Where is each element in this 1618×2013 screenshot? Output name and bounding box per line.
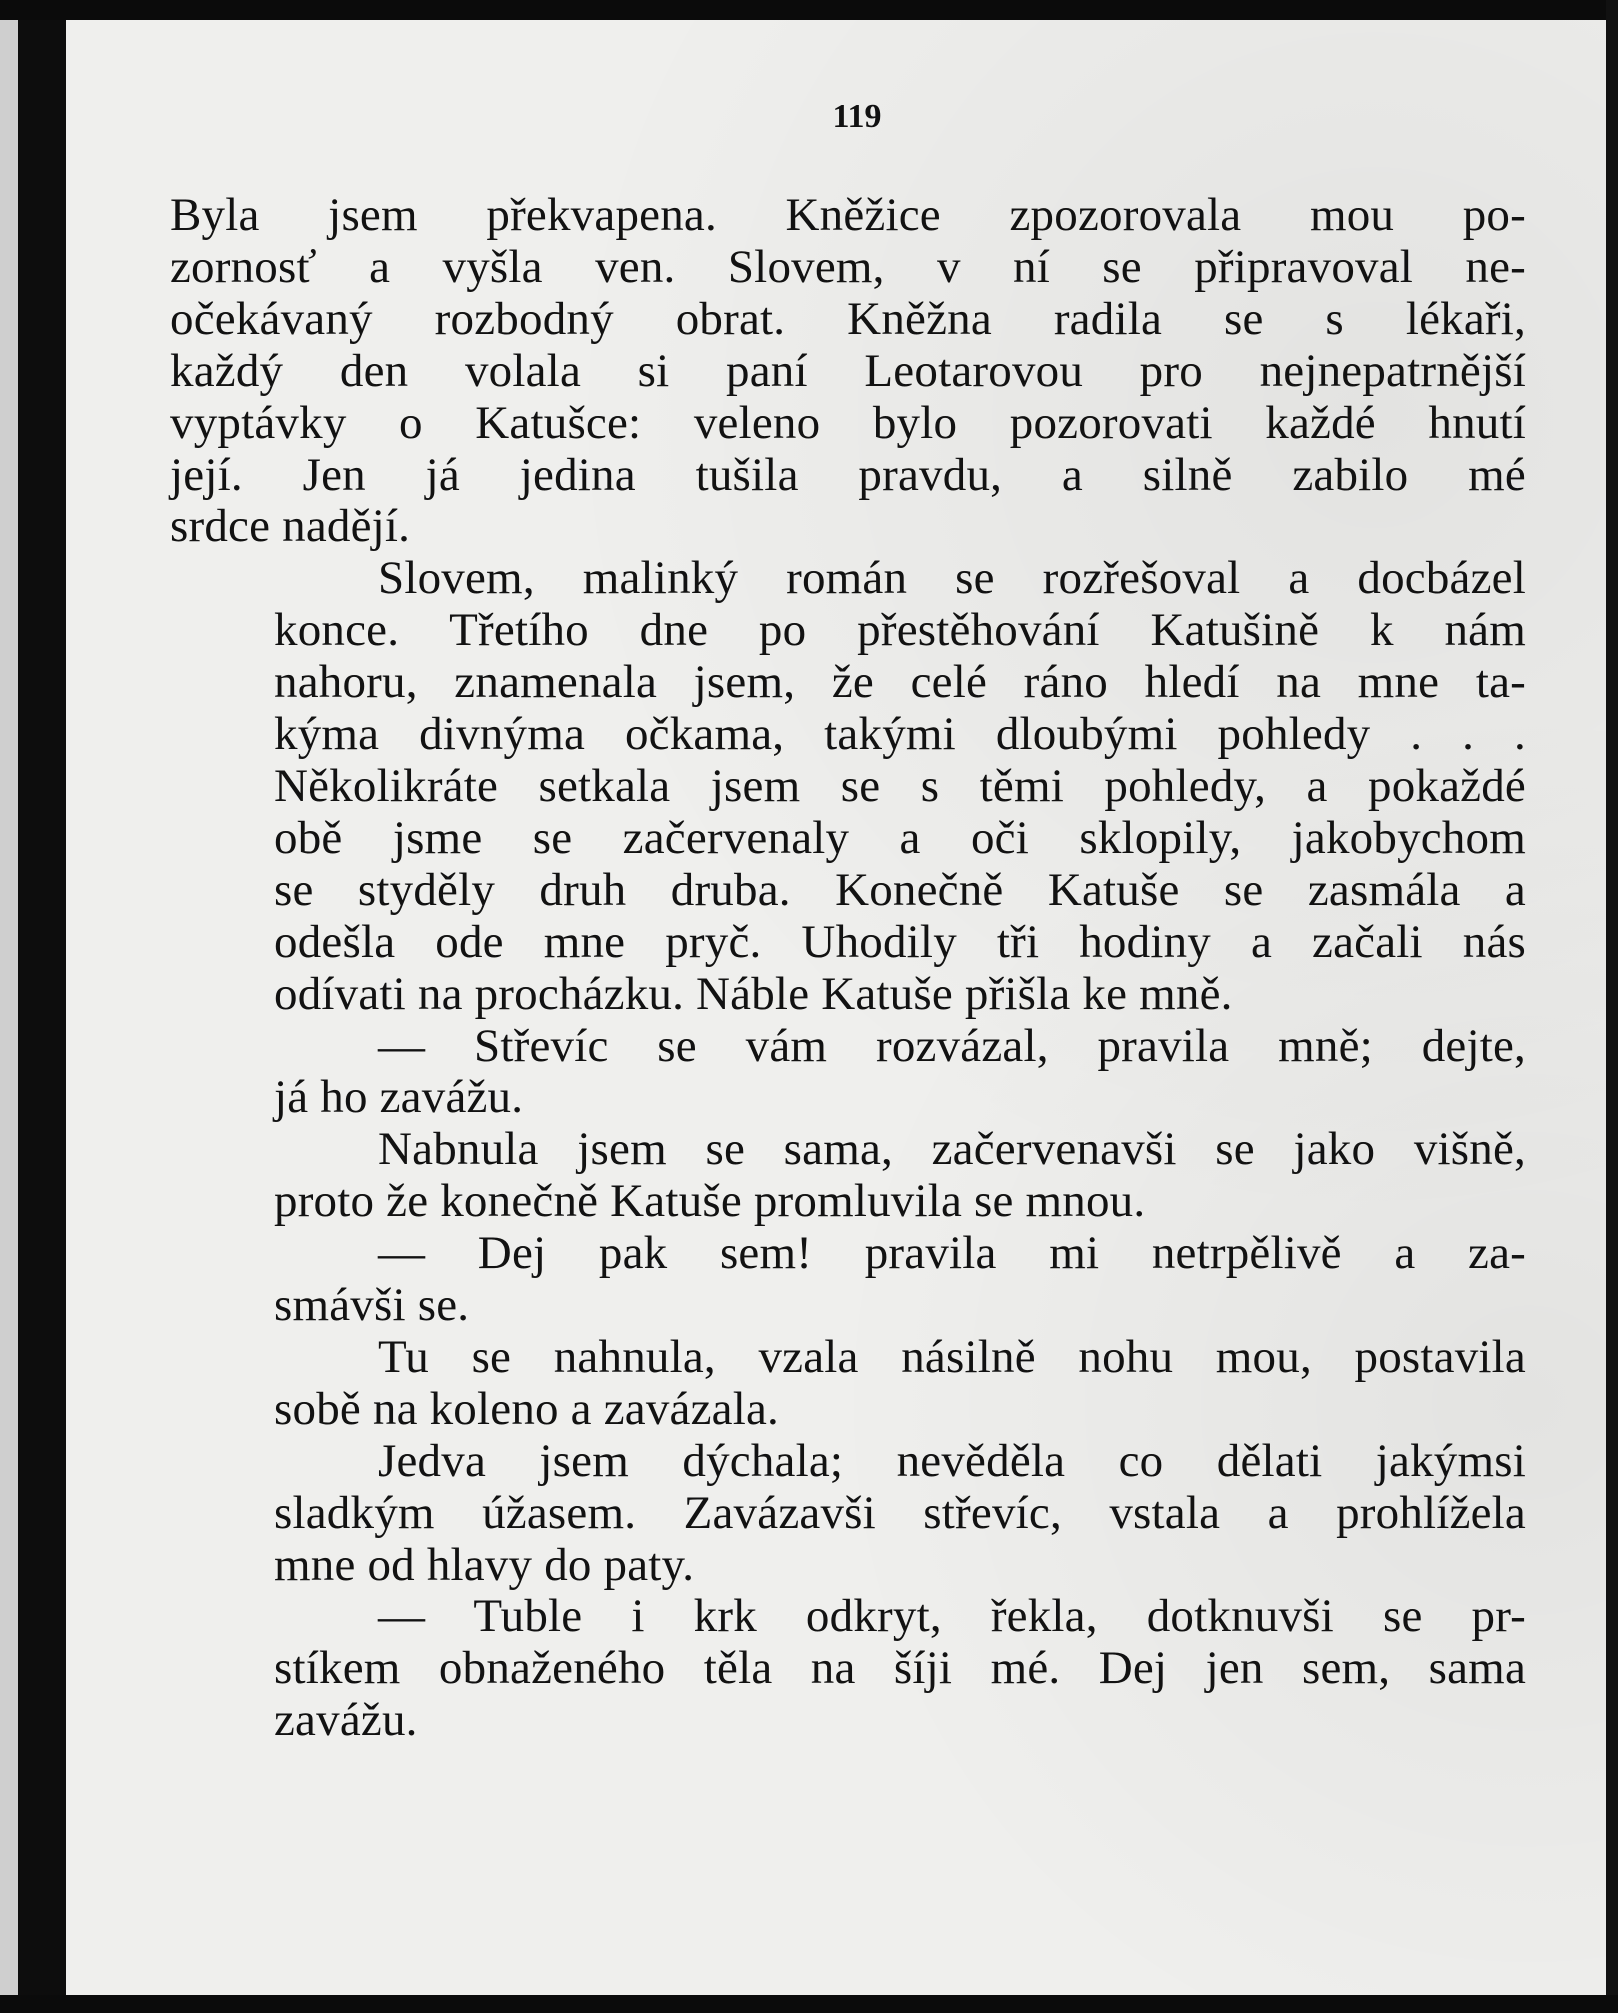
text-line: — Dej pak sem! pravila mi netrpělivě a za- [378, 1227, 1526, 1280]
text-line: očekávaný rozbodný obrat. Kněžna radila se s lékaři, [170, 292, 1526, 345]
text-line: srdce nadějí. [170, 500, 411, 553]
text-line: odešla ode mne pryč. Uhodily tři hodiny a začali nás [274, 915, 1526, 968]
text-line: kýma divnýma očkama, takými dloubými pohledy . . . [274, 708, 1526, 761]
text-line: zornosť a vyšla ven. Slovem, v ní se připravoval ne- [170, 240, 1526, 293]
text-line: Několikráte setkala jsem se s těmi pohledy, a pokaždé [274, 759, 1526, 812]
text-line: Jedva jsem dýchala; nevěděla co dělati jakýmsi [378, 1434, 1526, 1487]
text-line: obě jsme se začervenaly a oči sklopily, jakobychom [274, 811, 1526, 864]
text-line: sobě na koleno a zavázala. [274, 1382, 779, 1435]
text-line: konce. Třetího dne po přestěhování Katušině k nám [274, 604, 1526, 657]
text-line: Byla jsem překvapena. Kněžice zpozorovala mou po- [170, 189, 1526, 241]
text-line: odívati na procházku. Náble Katuše přišla ke mně. [274, 967, 1233, 1020]
text-line: její. Jen já jedina tušila pravdu, a silně zabilo mé [170, 448, 1526, 501]
text-line: proto že konečně Katuše promluvila se mnou. [274, 1175, 1146, 1228]
text-line: vyptávky o Katušce: veleno bylo pozorovati každé hnutí [170, 396, 1526, 449]
text-line: mne od hlavy do paty. [274, 1538, 695, 1591]
text-line: — Střevíc se vám rozvázal, pravila mně; dejte, [378, 1019, 1526, 1072]
scan-frame-top [0, 0, 1618, 20]
paragraph [170, 1436, 1526, 1592]
text-line: — Tuble i krk odkryt, řekla, dotknuvši se pr- [378, 1590, 1526, 1643]
paragraph [170, 190, 1526, 553]
paragraph [170, 1021, 1526, 1125]
body-text [170, 190, 1526, 1747]
text-line: sladkým úžasem. Zavázavši střevíc, vstala a prohlížela [274, 1486, 1526, 1539]
scan-edge-left [0, 0, 18, 2013]
text-line: Slovem, malinký román se rozřešoval a docbázel [378, 552, 1526, 605]
text-line: Nabnula jsem se sama, začervenavši se jako višně, [378, 1123, 1526, 1176]
scan-frame-bottom [0, 1995, 1618, 2013]
scan-frame-right [1606, 0, 1618, 2013]
text-line: nahoru, znamenala jsem, že celé ráno hledí na mne ta- [274, 656, 1526, 709]
page-number: 119 [832, 98, 882, 135]
paragraph [170, 1591, 1526, 1747]
text-line: já ho zavážu. [274, 1071, 524, 1124]
text-line: Tu se nahnula, vzala násilně nohu mou, postavila [378, 1330, 1526, 1383]
book-page [66, 20, 1606, 1995]
text-line: se styděly druh druba. Konečně Katuše se zasmála a [274, 863, 1526, 916]
text-line: smávši se. [274, 1279, 470, 1332]
paragraph [170, 1228, 1526, 1332]
text-line: každý den volala si paní Leotarovou pro nejnepatrnější [170, 344, 1526, 397]
text-line: stíkem obnaženého těla na šíji mé. Dej jen sem, sama [274, 1642, 1526, 1695]
paragraph [170, 1332, 1526, 1436]
paragraph [170, 1124, 1526, 1228]
paragraph [170, 553, 1526, 1020]
text-line: zavážu. [274, 1694, 418, 1747]
